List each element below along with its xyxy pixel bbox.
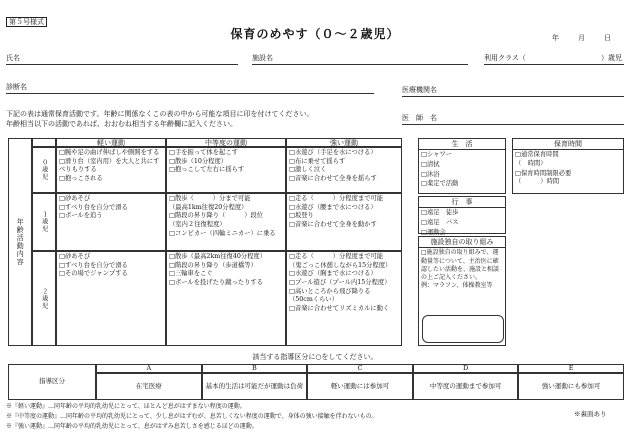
cell-2-strong[interactable]: □走る（ ）分程度まで可能 （鬼ごっこ休憩しながら15分程度） □水遊び（胸まで水につける） □プール遊び（プール内15分程度） □高いところから飛び降りる （50cmくらい） □音楽に合わせてリズミカルに動く [286, 251, 402, 346]
cell-0-light[interactable]: □腕や足の曲げ伸ばしや側開をする □滑り台（室内用）を大人と共にすべりもりする □抱っこされる [56, 147, 166, 193]
col-header-light: 軽い運動 [56, 138, 166, 147]
note-strong: ※『強い運動』…同年齢の平均的乳幼児にとって、息がはずみ息苦しさを感じるほどの運動。 [6, 423, 258, 430]
facility-effort-input[interactable] [422, 315, 504, 343]
cell-0-moderate[interactable]: □手を振って体を起こす □散歩（10分程度） □抱っこして左右に揺らす [166, 147, 286, 193]
care-time-item[interactable]: □通常保育時間 （ 時間） [515, 151, 559, 168]
guidance-option-d[interactable]: 中等度の運動まで参加可 [413, 373, 519, 400]
guidance-option-c[interactable]: 軽い運動には参加可 [307, 373, 413, 400]
facility-effort-section [418, 236, 506, 346]
facility-label: 施設名 [252, 54, 273, 62]
clinic-field[interactable] [402, 86, 624, 97]
facility-effort-title: 施設独自の取り組み [419, 237, 505, 248]
back-note: ※裏面あり [574, 410, 607, 418]
name-label: 氏名 [6, 54, 20, 62]
life-title: 生 活 [419, 139, 505, 150]
age-label: ０歳児 [40, 159, 48, 181]
col-header-moderate: 中等度の運動 [166, 138, 286, 147]
side-label-cell [8, 138, 32, 346]
care-time-title: 保育時間 [513, 139, 623, 150]
guidance-option-a[interactable]: 在宅医療 [96, 373, 202, 400]
guidance-letter-b: B [202, 364, 308, 373]
date-day: 日 [604, 34, 611, 42]
corner-cell [32, 138, 56, 147]
facility-field[interactable] [252, 54, 468, 65]
event-item[interactable]: □遠足 バス [421, 219, 459, 227]
guidance-label: 指導区分 [8, 364, 96, 400]
class-label: 利用クラス（ [484, 54, 526, 62]
class-field[interactable] [484, 54, 624, 65]
age-label: １歳児 [40, 211, 48, 233]
event-item[interactable]: □運動会 [421, 228, 446, 236]
side-label: 年齢活動内容 [16, 218, 25, 266]
guidance-letter-d: D [413, 364, 519, 373]
row-age-2 [32, 251, 56, 346]
guidance-table [8, 364, 624, 400]
life-item[interactable]: □沐浴 [421, 170, 440, 178]
cell-1-moderate[interactable]: □散歩（ ）分まで可能 （最高1km往復20分程度） □階段の昇り降り（ ）段位 （室内２往復程度） □コンビカー（四輪ミニカー）に乗る [166, 193, 286, 251]
doctor-label: 医 師 名 [402, 114, 437, 122]
cell-2-moderate[interactable]: □散歩（最高2km往復40分程度） □階段の昇り降り（歩道橋等） □三輪車をこぐ □ボールを投げたり蹴ったりする [166, 251, 286, 346]
care-time-section [512, 138, 624, 194]
facility-effort-text: □施設独自の取り組みで、運動量等について、主治医に確認したい活動を、施設と相談の上ご記入ください。 例：マラソン、体操教室等 [421, 249, 500, 290]
row-age-0 [32, 147, 56, 193]
events-title: 行 事 [419, 197, 505, 208]
row-age-1 [32, 193, 56, 251]
life-item[interactable]: □清拭 [421, 161, 440, 169]
life-item[interactable]: □薬定で活動 [421, 180, 459, 188]
cell-1-light[interactable]: □砂あそび □すべり台を自分で滑る □ボールを追う [56, 193, 166, 251]
name-field[interactable] [6, 54, 238, 65]
col-header-strong: 強い運動 [286, 138, 402, 147]
diagnosis-label: 診断名 [6, 83, 27, 91]
page-title: 保育のめやす（０～２歳児） [230, 27, 400, 41]
life-item[interactable]: □シャワー [421, 151, 453, 159]
doctor-field[interactable] [402, 114, 624, 125]
age-label: ２歳児 [40, 287, 48, 310]
life-section [418, 138, 506, 194]
instruction-2: 年齢相当以下の活動であれば、おおむね相当する年齢欄に記入ください。 [6, 120, 237, 128]
guidance-letter-e: E [518, 364, 624, 373]
note-light: ※『軽い運動』…同年齢の平均的乳幼児にとって、ほとんど息がはずまない程度の運動。 [6, 403, 246, 410]
class-suffix: ）歳児 [601, 54, 622, 62]
form-id-box [6, 17, 47, 27]
form-id: 第５号様式 [9, 18, 44, 26]
date-month: 月 [578, 34, 585, 42]
guidance-option-e[interactable]: 強い運動にも参加可 [518, 373, 624, 400]
events-section [418, 196, 506, 234]
note-moderate: ※『中等度の運動』…同年齢の平均的乳幼児にとって、少し息がはずむが、息苦しくない程度の運動で、身体の強い接触を伴わないもの。 [6, 413, 378, 420]
cell-1-strong[interactable]: □走る（ ）分程度まで可能 □水遊び（腰まで水につける） □坂登り □音楽に合わせて全身を動かす [286, 193, 402, 251]
cell-2-light[interactable]: □砂あそび □すべり台を自分で滑る □その場でジャンプする [56, 251, 166, 346]
guidance-letter-c: C [307, 364, 413, 373]
cell-0-strong[interactable]: □水遊び（手足を水につける） □布に乗せて揺らす □激しく泣く □音楽に合わせて全身を揺らす [286, 147, 402, 193]
date-year: 年 [552, 34, 559, 42]
diagnosis-field[interactable] [6, 83, 374, 94]
guidance-option-b[interactable]: 基本的生活は可能だが運動は負荷 [202, 373, 308, 400]
care-time-item[interactable]: □保育時間制限必要 （ ）時間 [515, 169, 572, 186]
instruction-1: 下記の表は通常保育活動です。年齢に関係なくこの表の中から可能な項目に印を付けてください。 [6, 110, 314, 118]
event-item[interactable]: □遠足 徒歩 [421, 209, 459, 217]
guidance-letter-a: A [96, 364, 202, 373]
guidance-prompt: 該当する指導区分に○をしてください。 [252, 353, 378, 361]
clinic-label: 医療機関名 [402, 86, 437, 94]
